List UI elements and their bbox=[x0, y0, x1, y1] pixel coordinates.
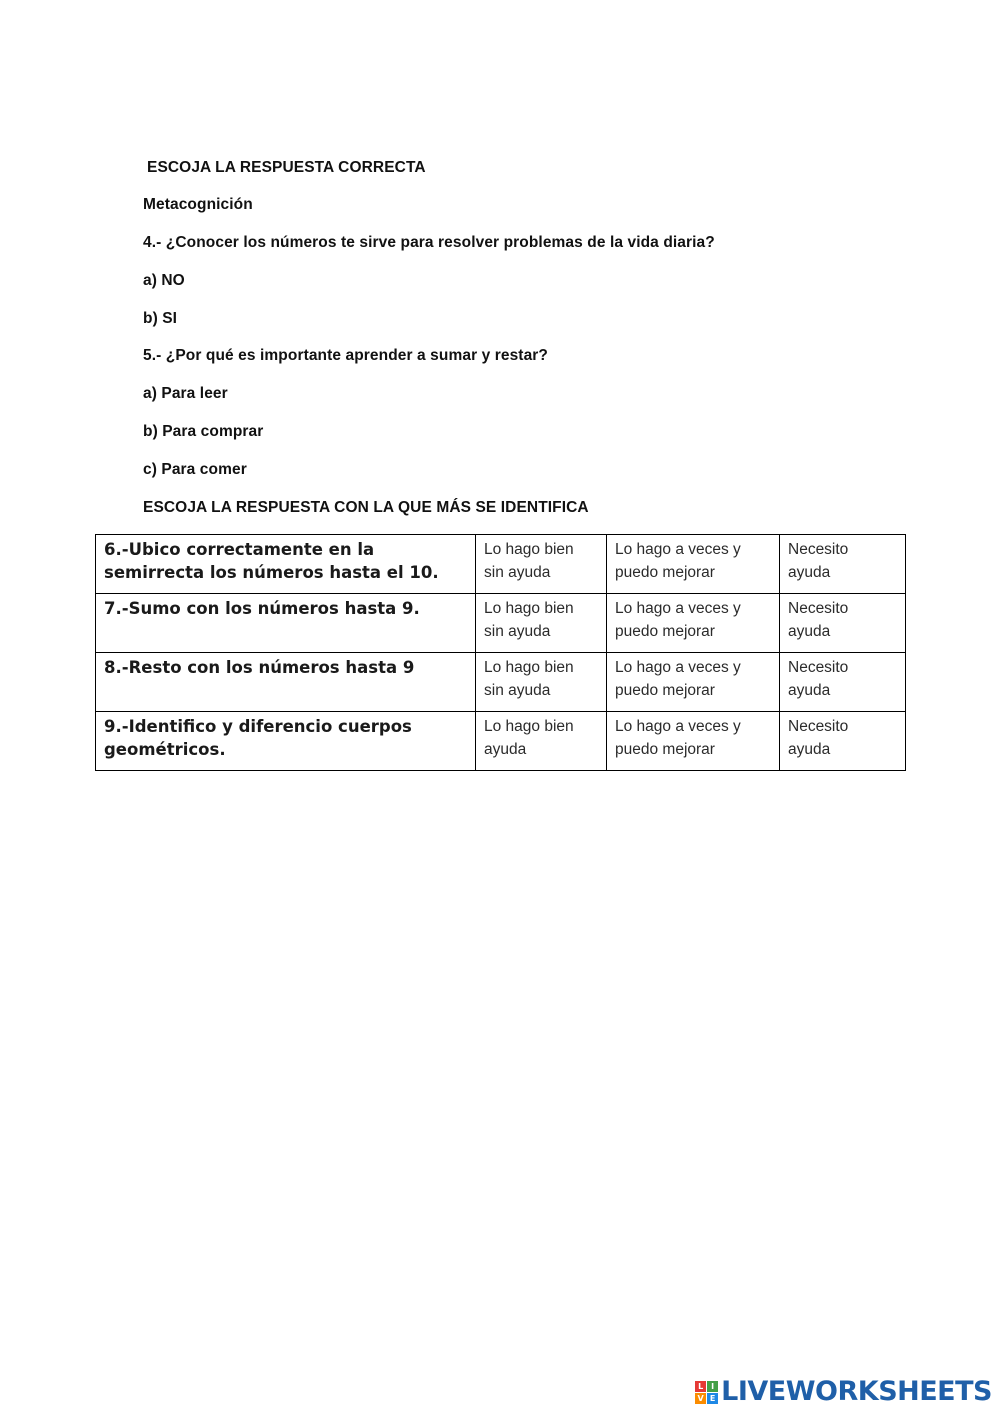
liveworksheets-logo bbox=[695, 1377, 992, 1407]
option-line: sin ayuda bbox=[484, 623, 551, 640]
heading-identify: ESCOJA LA RESPUESTA CON LA QUE MÁS SE IDENTIFICA bbox=[143, 499, 589, 516]
option-line: Necesito bbox=[788, 541, 849, 558]
table-row bbox=[96, 535, 906, 594]
option-need-help-cell[interactable] bbox=[780, 712, 906, 771]
table-row bbox=[96, 653, 906, 712]
option-line: Lo hago bien bbox=[484, 600, 574, 617]
question-5: 5.- ¿Por qué es importante aprender a sumar y restar? bbox=[143, 347, 548, 364]
option-done-well-cell[interactable] bbox=[476, 594, 607, 653]
option-line: ayuda bbox=[788, 682, 831, 699]
option-need-help-cell[interactable] bbox=[780, 653, 906, 712]
statement-cell: 6.-Ubico correctamente en la semirrecta los números hasta el 10. bbox=[96, 535, 476, 594]
question-5-option-c[interactable]: c) Para comer bbox=[143, 461, 247, 478]
option-need-help-cell[interactable] bbox=[780, 594, 906, 653]
mark-letter-v: V bbox=[695, 1393, 706, 1404]
self-assessment-table bbox=[95, 534, 906, 771]
option-line: sin ayuda bbox=[484, 564, 551, 581]
option-line: sin ayuda bbox=[484, 682, 551, 699]
liveworksheets-mark-icon bbox=[695, 1381, 718, 1404]
option-done-well-cell[interactable] bbox=[476, 712, 607, 771]
option-line: Lo hago a veces y bbox=[615, 541, 741, 558]
option-line: Lo hago a veces y bbox=[615, 659, 741, 676]
option-line: puedo mejorar bbox=[615, 564, 715, 581]
option-sometimes-cell[interactable] bbox=[607, 712, 780, 771]
option-line: Lo hago a veces y bbox=[615, 600, 741, 617]
statement-cell: 9.-Identifico y diferencio cuerpos geométricos. bbox=[96, 712, 476, 771]
brand-name: LIVEWORKSHEETS bbox=[721, 1376, 992, 1407]
section-title: Metacognición bbox=[143, 196, 253, 213]
option-line: ayuda bbox=[788, 623, 831, 640]
option-line: ayuda bbox=[788, 741, 831, 758]
option-done-well-cell[interactable] bbox=[476, 653, 607, 712]
question-4: 4.- ¿Conocer los números te sirve para resolver problemas de la vida diaria? bbox=[143, 234, 715, 251]
option-line: puedo mejorar bbox=[615, 623, 715, 640]
question-5-option-b[interactable]: b) Para comprar bbox=[143, 423, 264, 440]
statement-cell: 8.-Resto con los números hasta 9 bbox=[96, 653, 476, 712]
table-row bbox=[96, 594, 906, 653]
question-5-option-a[interactable]: a) Para leer bbox=[143, 385, 228, 402]
question-4-option-a[interactable]: a) NO bbox=[143, 272, 185, 289]
option-line: puedo mejorar bbox=[615, 741, 715, 758]
option-line: Necesito bbox=[788, 659, 849, 676]
mark-letter-e: E bbox=[707, 1393, 718, 1404]
option-line: Lo hago bien bbox=[484, 718, 574, 735]
option-need-help-cell[interactable] bbox=[780, 535, 906, 594]
option-line: Lo hago a veces y bbox=[615, 718, 741, 735]
question-4-option-b[interactable]: b) SI bbox=[143, 310, 178, 327]
option-line: Necesito bbox=[788, 718, 849, 735]
option-done-well-cell[interactable] bbox=[476, 535, 607, 594]
option-line: Lo hago bien bbox=[484, 659, 574, 676]
option-line: Lo hago bien bbox=[484, 541, 574, 558]
option-sometimes-cell[interactable] bbox=[607, 594, 780, 653]
option-line: ayuda bbox=[484, 741, 527, 758]
mark-letter-i: I bbox=[707, 1381, 718, 1392]
option-line: ayuda bbox=[788, 564, 831, 581]
option-sometimes-cell[interactable] bbox=[607, 535, 780, 594]
statement-cell: 7.-Sumo con los números hasta 9. bbox=[96, 594, 476, 653]
mark-letter-l: L bbox=[695, 1381, 706, 1392]
heading-correct-answer: ESCOJA LA RESPUESTA CORRECTA bbox=[147, 159, 426, 176]
option-sometimes-cell[interactable] bbox=[607, 653, 780, 712]
option-line: Necesito bbox=[788, 600, 849, 617]
table-row bbox=[96, 712, 906, 771]
option-line: puedo mejorar bbox=[615, 682, 715, 699]
